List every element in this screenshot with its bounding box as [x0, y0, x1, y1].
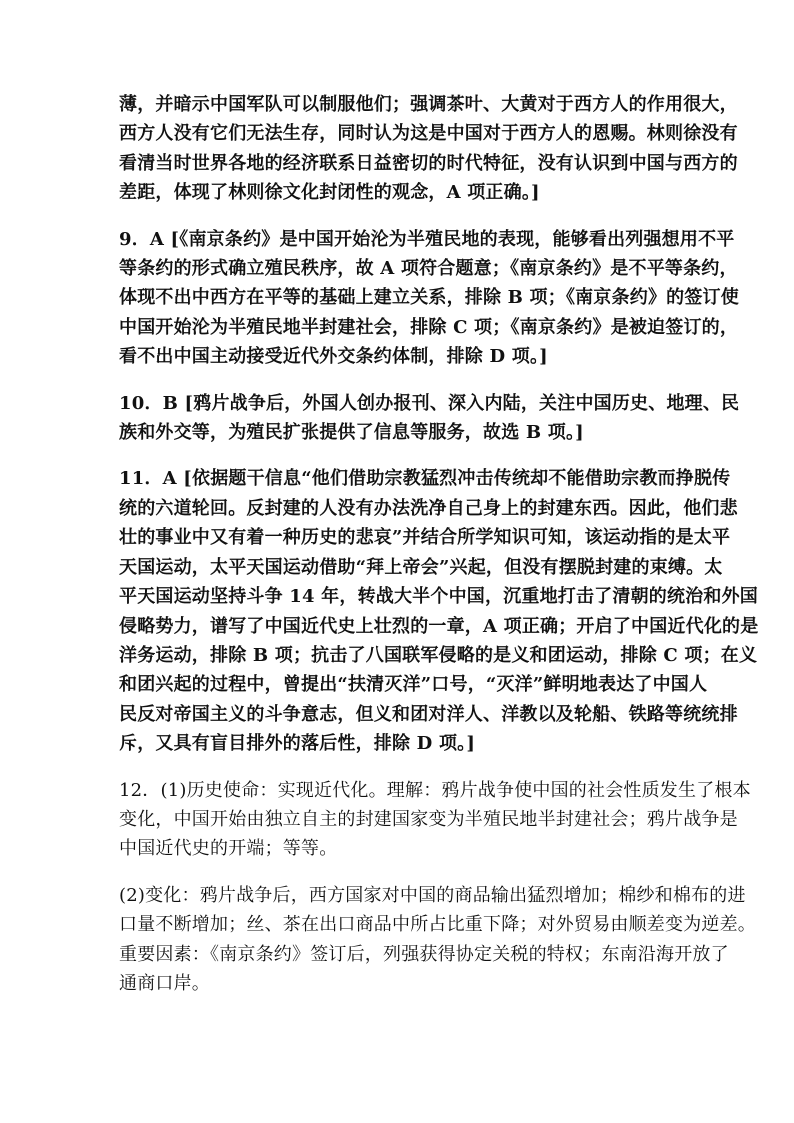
- text-line: 族和外交等，为殖民扩张提供了信息等服务，故选 B 项。]: [119, 422, 584, 444]
- text-line: 体现不出中西方在平等的基础上建立关系，排除 B 项；《南京条约》的签订使: [119, 287, 739, 309]
- text-line: 通商口岸。: [119, 972, 210, 994]
- text-line: 看不出中国主动接受近代外交条约体制，排除 D 项。]: [119, 346, 548, 368]
- text-line: 天国运动，太平天国运动借助“拜上帝会”兴起，但没有摆脱封建的束缚。太: [119, 556, 723, 578]
- text-line: 平天国运动坚持斗争 14 年，转战大半个中国，沉重地打击了清朝的统治和外国: [119, 586, 758, 608]
- text-line: 9．A [《南京条约》是中国开始沦为半殖民地的表现，能够看出列强想用不平: [119, 228, 735, 250]
- text-line: 变化，中国开始由独立自主的封建国家变为半殖民地半封建社会；鸦片战争是: [119, 808, 738, 830]
- answer-paragraph-12-part2: [119, 881, 756, 999]
- answer-paragraph-12-part1: [119, 776, 751, 864]
- text-line: 侵略势力，谱写了中国近代史上壮烈的一章，A 项正确；开启了中国近代化的是: [119, 615, 759, 637]
- text-line: 重要因素：《南京条约》签订后，列强获得协定关税的特权；东南沿海开放了: [119, 943, 729, 965]
- text-line: 11．A [依据题干信息“他们借助宗教猛烈冲击传统却不能借助宗教而挣脱传: [119, 468, 731, 490]
- answer-paragraph-continuation: [119, 90, 738, 208]
- text-line: 等条约的形式确立殖民秩序，故 A 项符合题意；《南京条约》是不平等条约，: [119, 258, 738, 280]
- text-line: 和团兴起的过程中，曾提出“扶清灭洋”口号，“灭洋”鲜明地表达了中国人: [119, 674, 708, 696]
- text-line: 斥，又具有盲目排外的落后性，排除 D 项。]: [119, 733, 476, 755]
- text-line: 10．B [鸦片战争后，外国人创办报刊、深入内陆，关注中国历史、地理、民: [119, 392, 740, 414]
- text-line: 西方人没有它们无法生存，同时认为这是中国对于西方人的恩赐。林则徐没有: [119, 123, 738, 145]
- text-line: 看清当时世界各地的经济联系日益密切的时代特征，没有认识到中国与西方的: [119, 152, 738, 174]
- answer-paragraph-11: [119, 464, 759, 758]
- document-page: [119, 90, 759, 998]
- text-line: 口量不断增加；丝、茶在出口商品中所占比重下降；对外贸易由顺差变为逆差。: [119, 914, 756, 936]
- answer-paragraph-9: [119, 225, 739, 372]
- answer-paragraph-10: [119, 389, 740, 448]
- text-line: 中国开始沦为半殖民地半封建社会，排除 C 项；《南京条约》是被迫签订的，: [119, 316, 739, 338]
- text-line: 中国近代史的开端；等等。: [119, 838, 338, 860]
- text-line: 薄，并暗示中国军队可以制服他们；强调茶叶、大黄对于西方人的作用很大，: [119, 94, 738, 115]
- text-line: (2)变化：鸦片战争后，西方国家对中国的商品输出猛烈增加；棉纱和棉布的进: [119, 884, 746, 906]
- text-line: 壮的事业中又有着一种历史的悲哀”并结合所学知识可知，该运动指的是太平: [119, 527, 731, 549]
- text-line: 12．(1)历史使命：实现近代化。理解：鸦片战争使中国的社会性质发生了根本: [119, 779, 751, 801]
- text-line: 差距，体现了林则徐文化封闭性的观念，A 项正确。]: [119, 182, 540, 204]
- text-line: 民反对帝国主义的斗争意志，但义和团对洋人、洋教以及轮船、铁路等统统排: [119, 703, 738, 725]
- text-line: 洋务运动，排除 B 项；抗击了八国联军侵略的是义和团运动，排除 C 项；在义: [119, 644, 758, 666]
- text-line: 统的六道轮回。反封建的人没有办法洗净自己身上的封建东西。因此，他们悲: [119, 497, 738, 519]
